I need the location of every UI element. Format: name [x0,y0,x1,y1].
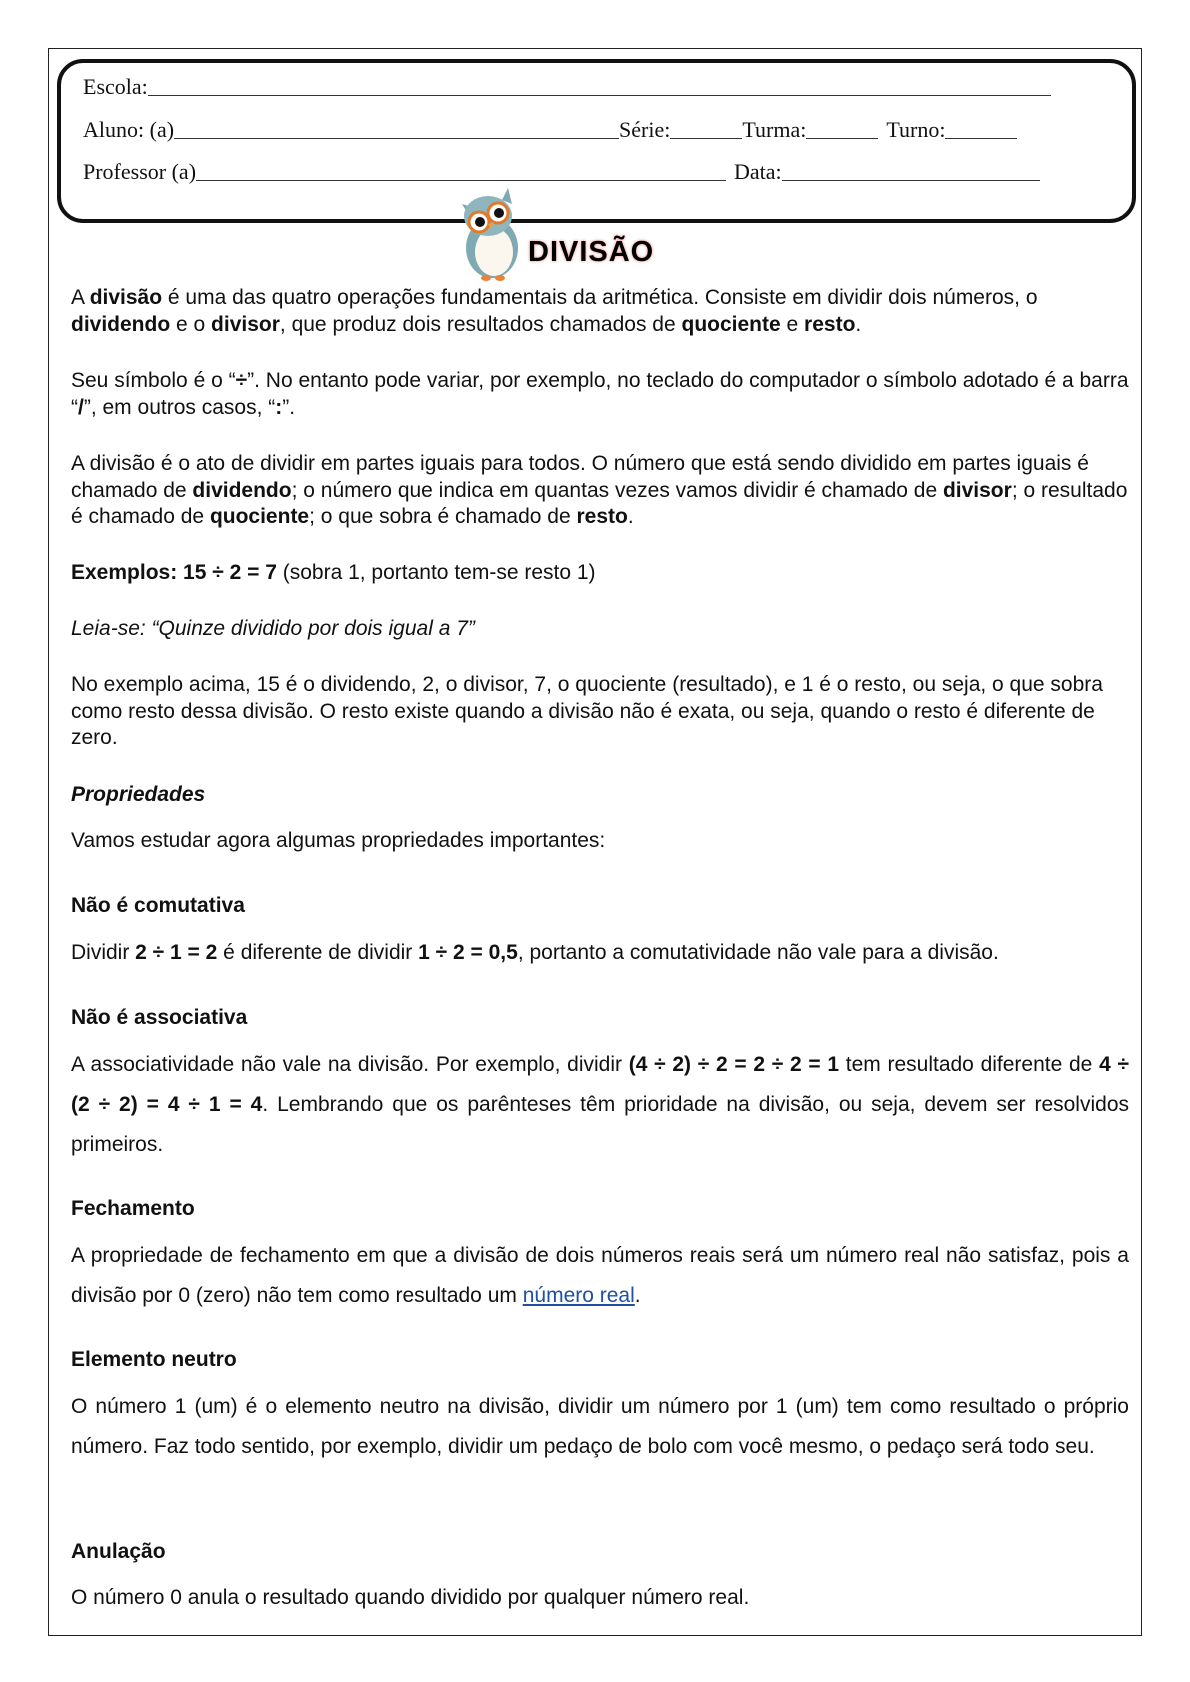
text-segment: Vamos estudar agora algumas propriedades importantes: [71,829,606,852]
text-segment: resto [804,312,856,336]
text-segment: : [275,395,283,419]
shift-field[interactable] [945,137,1017,139]
text-segment: dividendo [71,312,171,336]
text-segment: Seu símbolo é o “ [71,369,236,392]
text-segment: ”. [282,395,296,419]
explanation-paragraph [71,672,1129,752]
symbol-paragraph [71,368,1129,421]
date-field[interactable] [782,179,1040,181]
text-segment: tem resultado diferente de [839,1053,1100,1076]
commutative-text [71,940,1129,967]
annulment-text [71,1585,1129,1612]
text-segment: Anulação [71,1540,166,1563]
text-segment: e o [170,312,212,336]
text-segment: 4 ÷ (2 ÷ 2) = 4 ÷ 1 = 4 [71,1053,1129,1116]
text-segment: A [71,286,90,309]
closure-heading [71,1196,1129,1223]
text-segment: ÷ [235,369,248,392]
neutral-text [71,1387,1129,1467]
associative-heading [71,1005,1129,1032]
text-segment: ; o que sobra é chamado de [309,505,577,528]
text-segment: Não é comutativa [71,894,245,917]
definition-paragraph [71,451,1129,531]
text-segment: A propriedade de fechamento em que a divisão de dois números reais será um número real não satisfaz, pois a divisão por 0 (zero) não tem como resultado um [71,1244,1129,1307]
text-segment: divisor [211,312,280,336]
text-segment: . [855,312,862,336]
text-segment: 2 ÷ 1 = 2 [135,941,218,964]
examples-line [71,560,1129,587]
date-label: Data: [734,159,782,184]
text-segment: (sobra 1, portanto tem-se resto 1) [276,561,596,584]
text-segment: Exemplos: 15 ÷ 2 = 7 [71,561,277,584]
text-segment: / [78,395,84,419]
grade-field[interactable] [670,137,742,139]
school-row [83,74,1051,100]
student-row [83,117,1017,143]
text-segment: . Lembrando que os parênteses têm prioridade na divisão, ou seja, devem ser resolvidos primeiros. [71,1093,1129,1156]
class-label: Turma: [742,117,807,142]
owl-mascot-icon [458,186,526,282]
text-segment: Não é associativa [71,1006,248,1029]
teacher-row [83,159,1040,185]
school-field[interactable] [148,94,1051,96]
text-segment: Dividir [71,941,136,964]
school-label: Escola: [83,74,148,99]
text-segment: é uma das quatro operações fundamentais da aritmética. Consiste em dividir dois números, o [162,286,1038,309]
read-as-line [71,616,1129,643]
text-segment: quociente [681,312,781,336]
page-title: DIVISÃO [528,236,655,268]
text-segment: A associatividade não vale na divisão. Por exemplo, dividir [71,1053,629,1076]
properties-heading [71,782,1129,809]
text-segment: ”, em outros casos, “ [83,395,276,419]
text-segment: O número 1 (um) é o elemento neutro na divisão, dividir um número por 1 (um) tem como resultado o próprio número. Faz todo sentido, por exemplo, dividir um pedaço de bolo com você mesmo, o pedaço será todo seu. [71,1395,1129,1458]
text-segment: No exemplo acima, 15 é o dividendo, 2, o divisor, 7, o quociente (resultado), e 1 é o resto, ou seja, o que sobra como resto dessa divisão. O resto existe quando a divisão não é exata, ou seja, quando o resto é diferente de zero. [71,673,1103,749]
text-segment: 1 ÷ 2 = 0,5 [418,941,518,964]
teacher-label: Professor (a) [83,159,197,184]
real-number-link[interactable]: número real [522,1284,635,1307]
text-segment: dividendo [192,478,292,502]
closure-text [71,1236,1129,1316]
text-segment: Leia-se: “Quinze dividido por dois igual a 7” [71,617,475,640]
properties-intro [71,828,1129,855]
text-segment: A divisão é o ato de dividir em partes iguais para todos. O número que está sendo dividido em partes iguais é chamado de [71,452,1089,502]
text-segment: divisão [89,286,163,309]
shift-label: Turno: [886,117,946,142]
grade-label: Série: [619,117,671,142]
text-segment: quociente [209,505,310,528]
text-segment: é diferente de dividir [217,941,419,964]
text-segment: e [780,312,805,336]
teacher-field[interactable] [196,179,726,181]
commutative-heading [71,893,1129,920]
text-segment: Propriedades [71,783,206,806]
text-segment: ; o número que indica em quantas vezes vamos dividir é chamado de [291,478,943,502]
neutral-heading [71,1347,1129,1374]
intro-paragraph [71,285,1129,338]
text-segment: . [627,505,634,528]
text-segment: , portanto a comutatividade não vale para a divisão. [517,941,999,964]
associative-text [71,1045,1129,1165]
text-segment: . [634,1284,641,1307]
text-segment: Elemento neutro [71,1348,237,1371]
text-segment: resto [576,505,628,528]
student-label: Aluno: (a) [83,117,175,142]
student-field[interactable] [174,137,619,139]
text-segment: Fechamento [71,1197,195,1220]
annulment-heading [71,1539,1129,1566]
text-segment: ; o resultado é chamado de [71,478,1128,528]
text-segment: divisor [942,478,1012,502]
text-segment: , que produz dois resultados chamados de [279,312,682,336]
text-segment: O número 0 anula o resultado quando dividido por qualquer número real. [71,1586,750,1609]
text-segment: ”. No entanto pode variar, por exemplo, no teclado do computador o símbolo adotado é a barra “ [71,369,1129,419]
text-segment: (4 ÷ 2) ÷ 2 = 2 ÷ 2 = 1 [628,1053,840,1076]
class-field[interactable] [806,137,878,139]
